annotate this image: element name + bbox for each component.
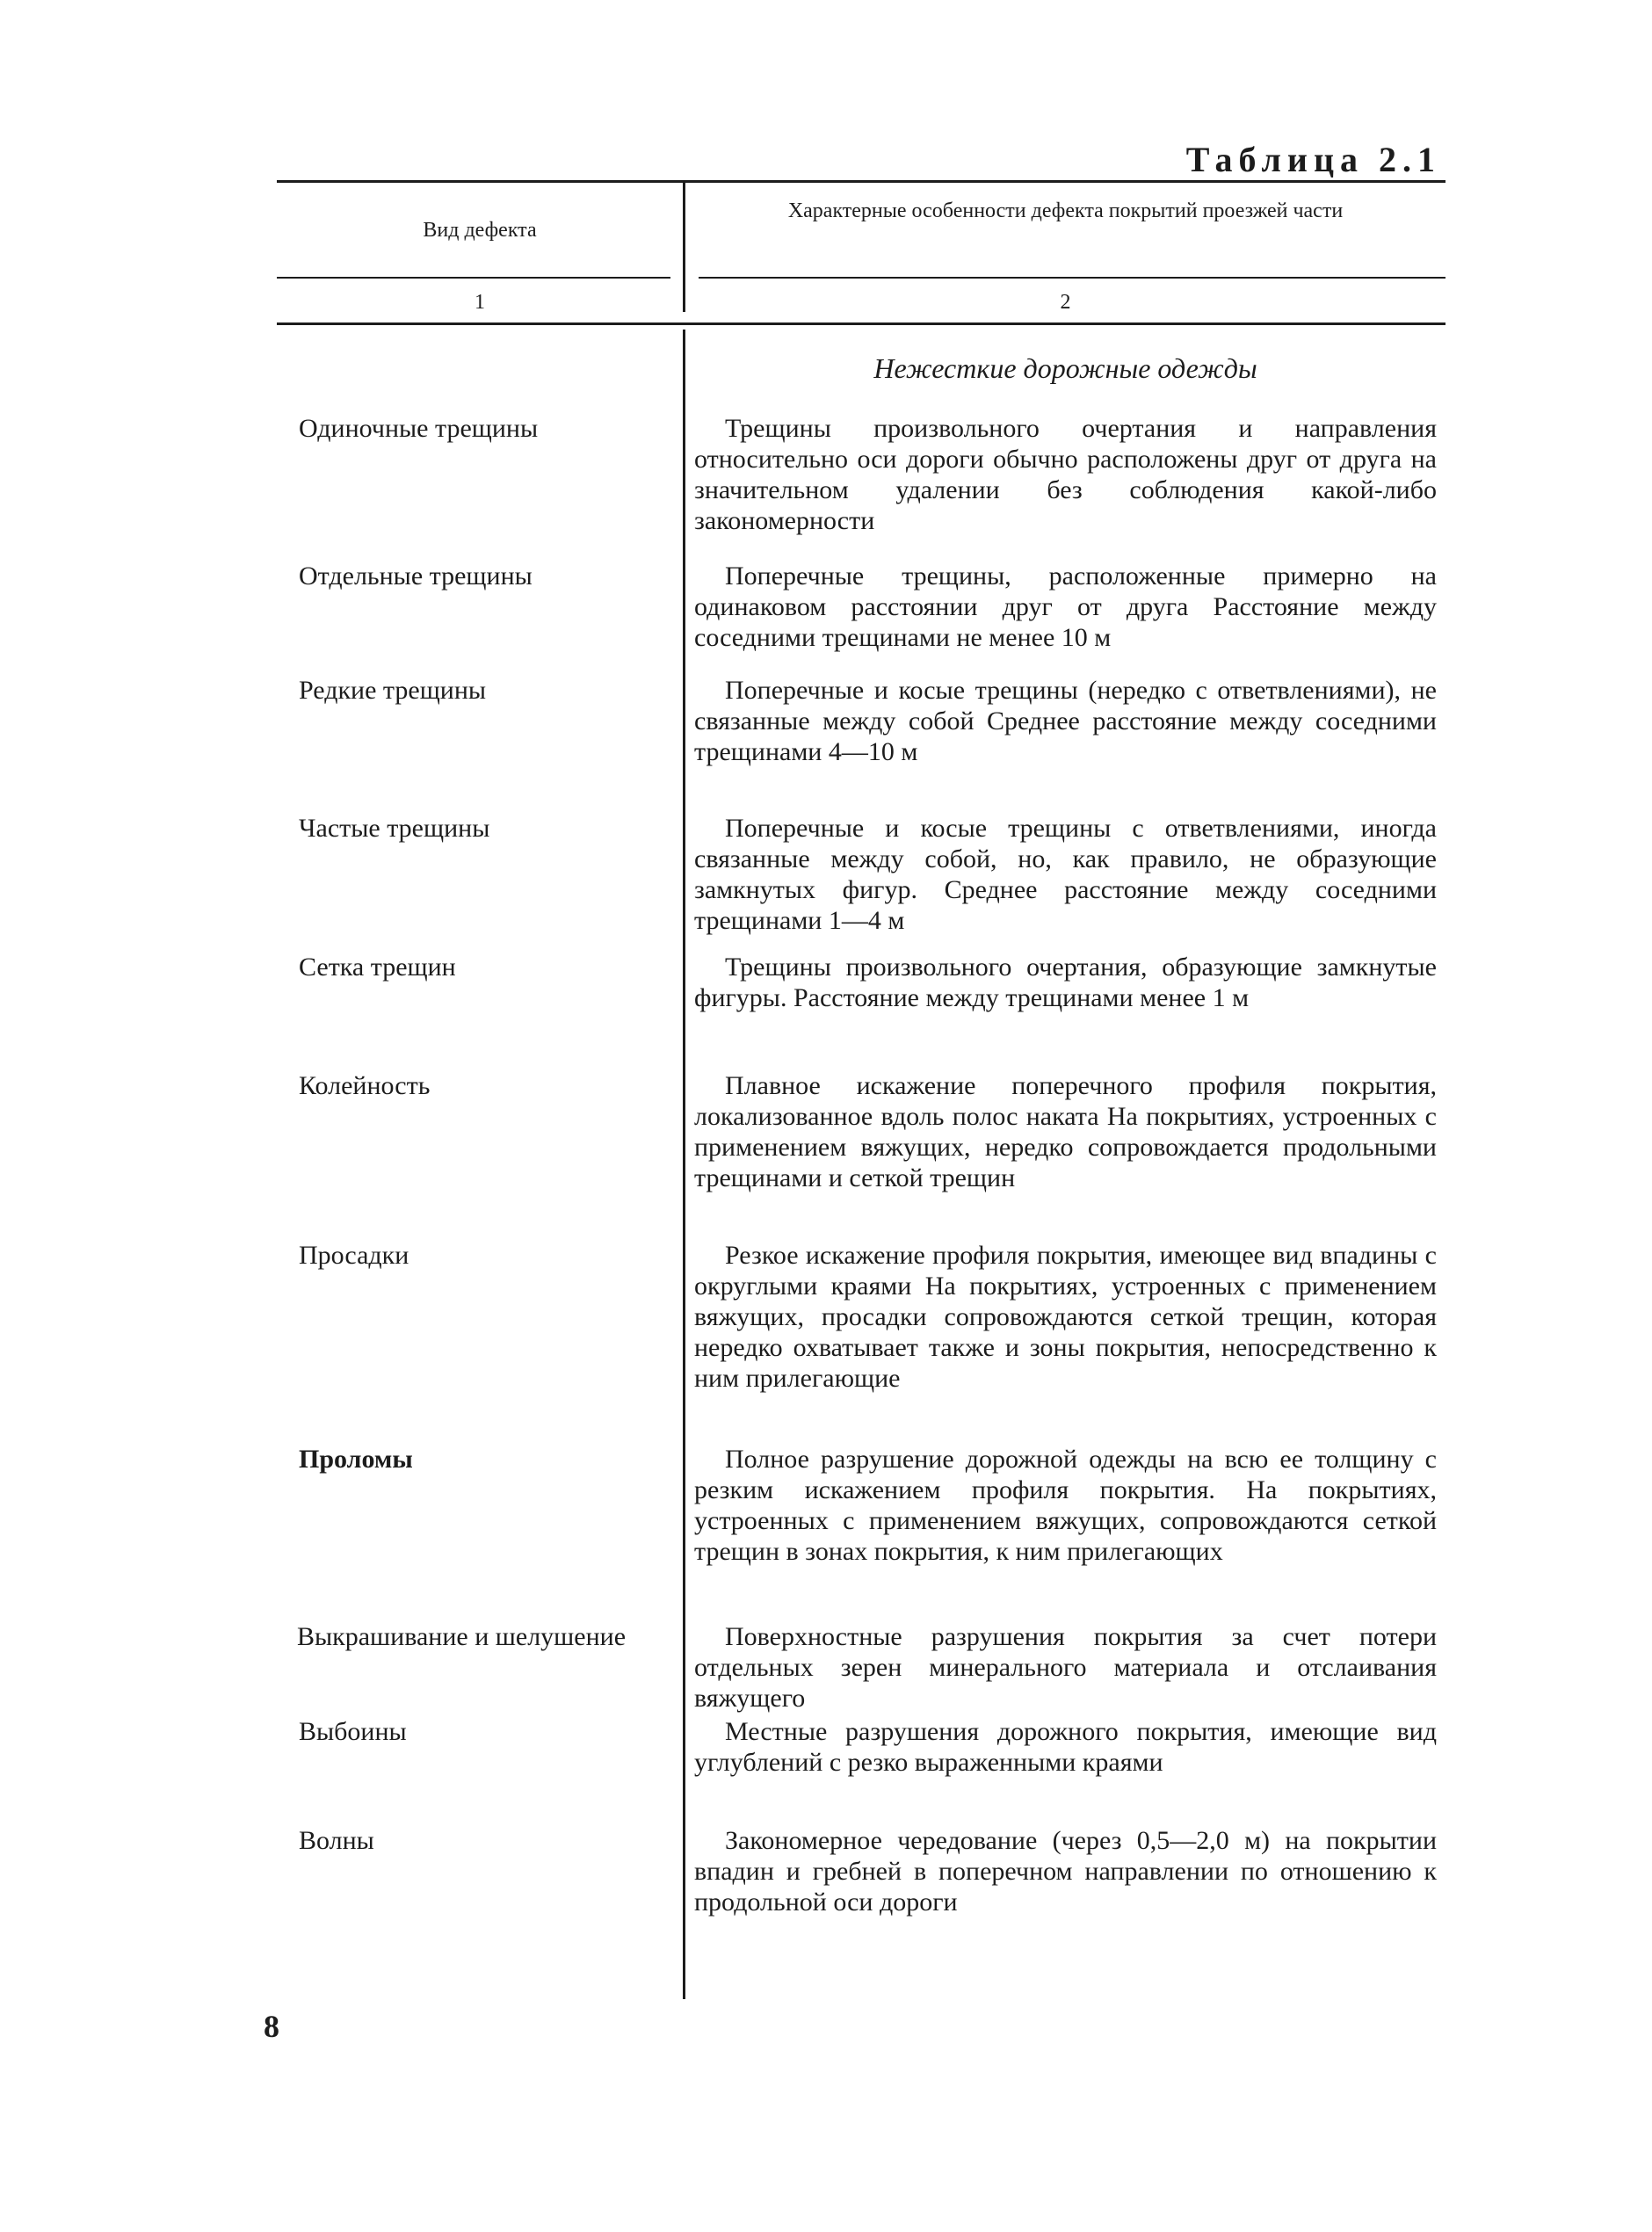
column-header-characteristics: Характерные особенности дефекта покрытий проезжей части	[787, 199, 1344, 222]
defect-description: Поперечные трещины, расположенные примерно на одинаковом расстоянии друг от друга Расстояние между соседними трещинами не менее 10 м	[694, 562, 1437, 652]
table-top-rule	[277, 180, 1446, 183]
defect-name: Проломы	[299, 1445, 413, 1474]
defect-name: Редкие трещины	[299, 676, 487, 705]
defect-description: Поперечные и косые трещины с ответвлениями, иногда связанные между собой, но, как правило, не образующие замкнутых фигур. Среднее расстояние между соседними трещинами 1—4 м	[694, 814, 1437, 935]
column-number-2: 2	[1060, 291, 1071, 314]
page-number: 8	[264, 2009, 279, 2044]
body-column-divider	[683, 330, 685, 1999]
header-rule-col-2	[699, 277, 1446, 279]
defect-description: Поверхностные разрушения покрытия за счет потери отдельных зерен минерального материала и отслаивания вяжущего	[694, 1622, 1437, 1713]
defect-name: Сетка трещин	[299, 953, 456, 982]
section-title: Нежесткие дорожные одежды	[873, 352, 1257, 384]
defect-name: Просадки	[299, 1241, 409, 1270]
defect-description: Закономерное чередование (через 0,5—2,0 м) на покрытии впадин и гребней в поперечном направлении по отношению к продольной оси дороги	[694, 1826, 1437, 1917]
defect-description: Плавное искажение поперечного профиля покрытия, локализованное вдоль полос наката На покрытиях, устроенных с применением вяжущих, нередко сопровождается продольными трещинами и сеткой трещин	[694, 1071, 1437, 1192]
numbering-rule	[277, 322, 1446, 325]
defect-description: Трещины произвольного очертания и направления относительно оси дороги обычно расположены друг от друга на значительном удалении без соблюдения какой-либо закономерности	[694, 414, 1437, 535]
header-rule-col-1	[277, 277, 670, 279]
defect-description: Трещины произвольного очертания, образующие замкнутые фигуры. Расстояние между трещинами менее 1 м	[694, 953, 1437, 1012]
defect-description: Поперечные и косые трещины (нередко с ответвлениями), не связанные между собой Среднее расстояние между соседними трещинами 4—10 м	[694, 676, 1437, 766]
defect-description: Местные разрушения дорожного покрытия, имеющие вид углублений с резко выраженными краями	[694, 1717, 1437, 1777]
defect-name: Выкрашивание и шелушение	[297, 1622, 627, 1651]
defect-name: Одиночные трещины	[299, 414, 539, 443]
defect-description: Полное разрушение дорожной одежды на всю ее толщину с резким искажением профиля покрытия. На покрытиях, устроенных с применением вяжущих, сопровождаются сеткой трещин в зонах покрытия, к ним прилегающих	[694, 1445, 1437, 1566]
defect-name: Отдельные трещины	[299, 562, 533, 591]
column-number-1: 1	[475, 291, 485, 314]
table-caption: Таблица 2.1	[1185, 140, 1441, 179]
defect-name: Волны	[299, 1826, 374, 1855]
defect-name: Выбоины	[299, 1717, 407, 1746]
column-header-defect-type: Вид дефекта	[423, 219, 537, 242]
defects-table	[264, 180, 1446, 1999]
defect-description: Резкое искажение профиля покрытия, имеющее вид впадины с округлыми краями На покрытиях, устроенных с применением вяжущих, просадки сопровождаются сеткой трещин, которая нередко охватывает также и зоны покрытия, непосредственно к ним прилегающие	[694, 1241, 1437, 1393]
defect-name: Частые трещины	[299, 814, 490, 843]
defect-name: Колейность	[299, 1071, 431, 1100]
